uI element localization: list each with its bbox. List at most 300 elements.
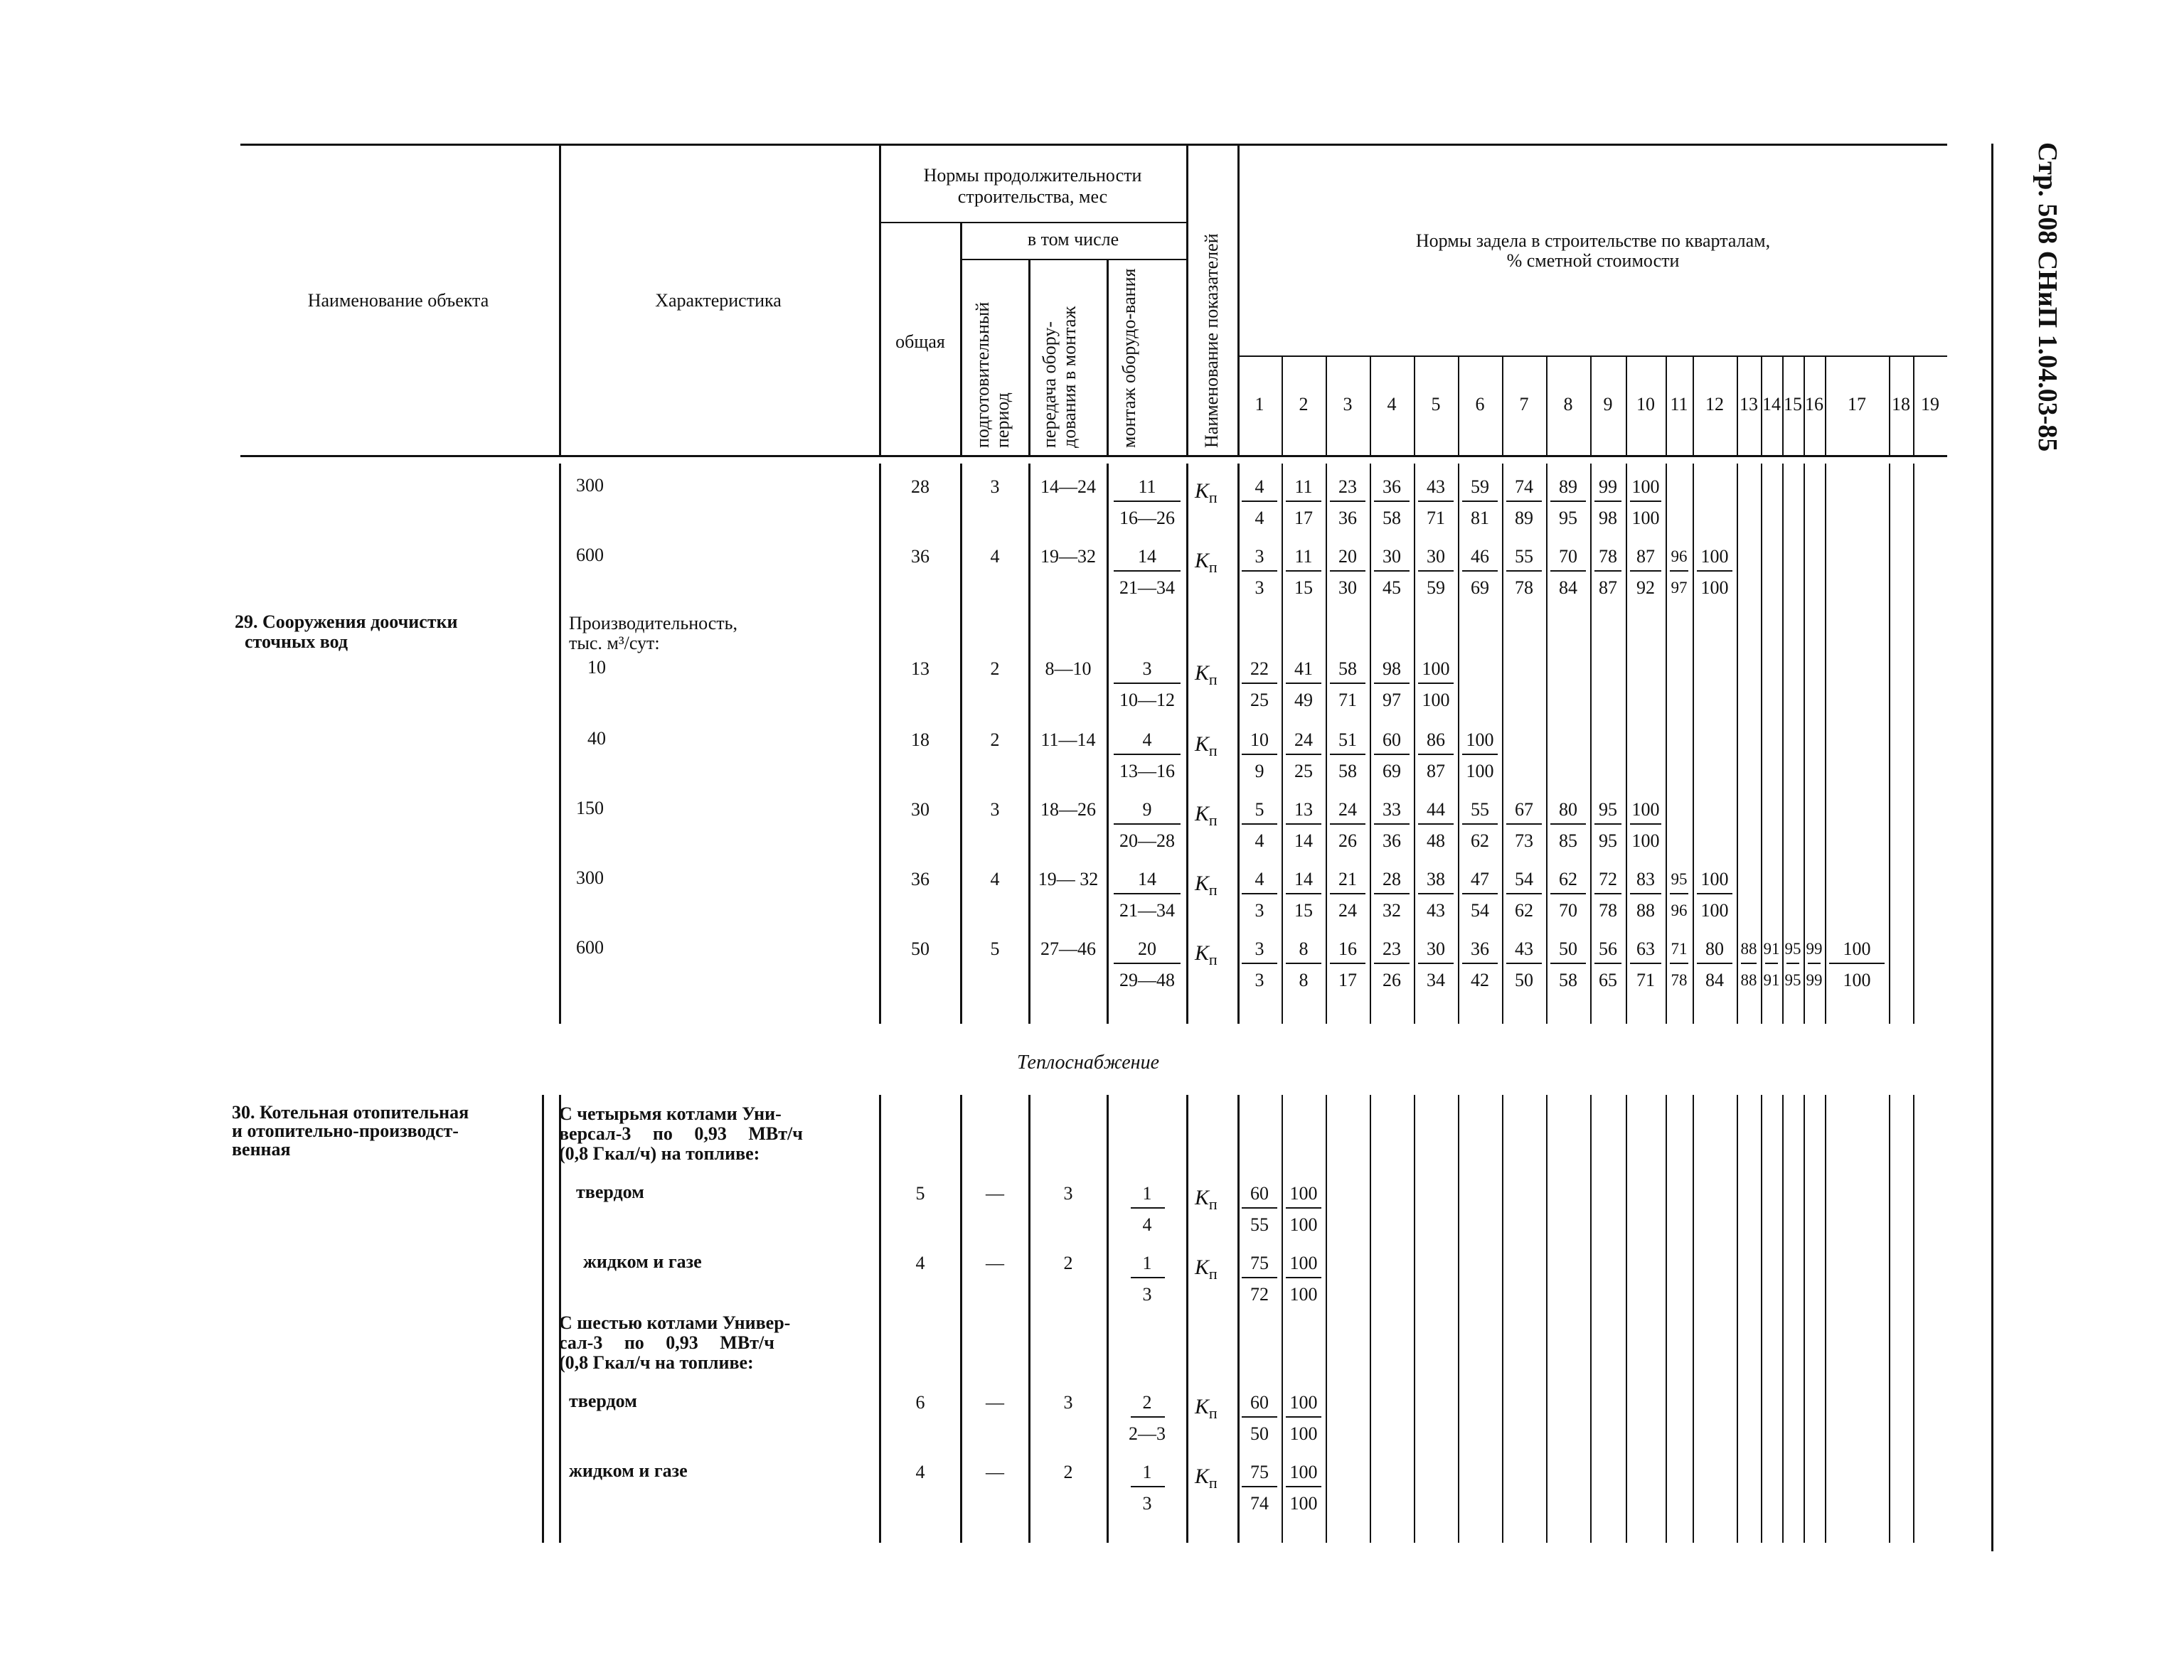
quarter-value-bottom: 95 [1559,508,1577,528]
body-vline [1028,1095,1030,1543]
quarter-header: 18 [1892,394,1910,414]
quarter-fraction-line [1630,823,1661,825]
row-install-bottom: 10—12 [1119,690,1175,710]
right-border [1991,144,1993,1551]
install-fraction-line [1114,963,1181,964]
quarter-fraction-line [1330,963,1365,964]
quarter-value-top: 83 [1636,869,1655,889]
quarter-fraction-line [1506,823,1542,825]
install-fraction-line [1114,570,1181,572]
quarter-value-bottom: 4 [1255,508,1264,528]
quarter-value-bottom: 58 [1383,508,1401,528]
quarter-value-top: 72 [1599,869,1617,889]
quarter-fraction-line [1594,501,1621,502]
kp-subscript: п [1208,1195,1218,1213]
quarter-value-bottom: 43 [1427,900,1445,921]
quarter-header: 4 [1387,394,1397,414]
quarter-value-top: 46 [1471,546,1489,567]
quarter-value-bottom: 100 [1843,970,1871,990]
quarter-value-top: 24 [1294,729,1313,750]
quarter-fraction-line [1630,570,1661,572]
install-fraction-line [1114,683,1181,684]
obj30-group2-1: С шестью котлами Универ- [559,1312,791,1333]
quarter-fraction-line [1242,570,1277,572]
quarter-fraction-line [1506,570,1542,572]
quarter-value-bottom: 97 [1671,579,1688,596]
header-transfer [1040,262,1080,448]
quarter-fraction-line [1286,570,1321,572]
kp-subscript: п [1208,951,1218,968]
quarter-value-top: 4 [1255,476,1264,497]
quarter-value-bottom: 17 [1338,970,1357,990]
kp-subscript: п [1208,881,1218,899]
row-transfer: 3 [1063,1392,1073,1413]
quarter-value-bottom: 78 [1671,971,1688,989]
row-install-top: 1 [1142,1253,1152,1273]
quarter-value-top: 95 [1599,799,1617,820]
row-prep: 4 [990,546,1000,567]
quarter-fraction-line [1786,963,1799,964]
header-indicators [1202,149,1222,448]
row-install-top: 14 [1138,869,1156,889]
duration-group-rule [879,222,1186,223]
quarter-value-top: 89 [1559,476,1577,497]
quarter-value-top: 43 [1427,476,1445,497]
quarter-value-top: 3 [1255,546,1264,567]
row-transfer: 2 [1063,1462,1073,1482]
row-install-top: 3 [1142,658,1152,679]
quarter-value-top: 13 [1294,799,1313,820]
quarter-value-top: 100 [1466,729,1494,750]
quarter-fraction-line [1286,823,1321,825]
install-fraction-line [1131,1416,1165,1418]
quarter-value-bottom: 65 [1599,970,1617,990]
quarter-value-top: 44 [1427,799,1445,820]
body-quarter-vline [1458,1095,1459,1543]
quarter-value-top: 20 [1338,546,1357,567]
body-quarter-vline [1761,1095,1762,1543]
quarter-value-top: 43 [1515,938,1533,959]
obj30-title-1: 30. Котельная отопительная [232,1102,469,1123]
kp-subscript: п [1208,742,1218,759]
body-vline [1186,1095,1188,1543]
row-total: 18 [911,729,929,750]
quarter-fraction-line [1330,570,1365,572]
quarter-fraction-line [1242,823,1277,825]
body-quarter-vline [1546,1095,1548,1543]
quarter-value-bottom: 45 [1383,577,1401,598]
row-characteristic: 150 [576,798,604,818]
install-fraction-line [1131,1207,1165,1209]
row-install-bottom: 29—48 [1119,970,1175,990]
body-quarter-vline [1414,1095,1415,1543]
row-characteristic: твердом [569,1391,637,1411]
kp-letter: К [1195,479,1209,503]
body-quarter-vline [1370,1095,1371,1543]
section-heat-supply: Теплоснабжение [1017,1052,1159,1074]
quarter-header: 12 [1705,394,1724,414]
body-quarter-vline [1913,1095,1914,1543]
quarter-fraction-line [1374,501,1410,502]
quarter-value-bottom: 99 [1806,971,1823,989]
body-vline [1107,464,1109,1024]
row-transfer: 3 [1063,1183,1073,1204]
install-fraction-line [1131,1486,1165,1487]
quarter-fraction-line [1418,501,1454,502]
quarter-fraction-line [1242,1486,1277,1487]
install-fraction-line [1114,754,1181,755]
quarter-fraction-line [1462,570,1498,572]
quarter-fraction-line [1506,501,1542,502]
kp-subscript: п [1208,670,1218,688]
quarter-fraction-line [1697,893,1732,894]
kp-letter: К [1195,872,1209,895]
obj30-title-3: венная [232,1139,291,1160]
quarter-fraction-line [1242,1207,1277,1209]
quarter-value-top: 87 [1636,546,1655,567]
body-vline [559,1095,561,1543]
quarter-value-bottom: 69 [1471,577,1489,598]
quarter-value-bottom: 100 [1289,1423,1318,1444]
quarter-fraction-line [1286,1486,1321,1487]
kp-letter: К [1195,732,1209,756]
row-transfer: 14—24 [1040,476,1096,497]
quarter-value-bottom: 95 [1599,830,1617,851]
row-characteristic: жидком и газе [583,1251,702,1272]
quarter-value-top: 23 [1383,938,1401,959]
zadel-group-rule [1237,355,1947,357]
install-fraction-line [1131,1277,1165,1278]
row-install-top: 20 [1138,938,1156,959]
quarter-value-bottom: 71 [1427,508,1445,528]
install-fraction-line [1114,823,1181,825]
row-prep: — [986,1392,1004,1413]
quarter-value-top: 100 [1700,869,1729,889]
row-install-top: 1 [1142,1183,1152,1204]
quarter-value-top: 41 [1294,658,1313,679]
quarter-value-top: 51 [1338,729,1357,750]
quarter-value-top: 95 [1784,940,1801,958]
body-quarter-vline [1913,464,1914,1024]
body-vline [1186,464,1188,1024]
quarter-value-bottom: 36 [1338,508,1357,528]
quarter-fraction-line [1418,570,1454,572]
quarter-value-bottom: 74 [1250,1493,1269,1514]
body-vline [879,464,881,1024]
quarter-value-top: 14 [1294,869,1313,889]
row-indicator-kp [1195,943,1218,970]
kp-subscript: п [1208,1404,1218,1422]
quarter-value-bottom: 15 [1294,577,1313,598]
quarter-fraction-line [1550,501,1586,502]
quarter-value-top: 71 [1671,940,1688,958]
row-transfer: 8—10 [1045,658,1092,679]
kp-subscript: п [1208,811,1218,829]
quarter-fraction-line [1670,893,1688,894]
obj30-group1-3: (0,8 Гкал/ч) на топливе: [559,1143,760,1164]
quarter-fraction-line [1462,963,1498,964]
row-total: 6 [915,1392,925,1413]
row-indicator-kp [1195,550,1218,578]
quarter-value-bottom: 71 [1636,970,1655,990]
body-quarter-vline [1693,1095,1694,1543]
quarter-value-top: 55 [1515,546,1533,567]
row-characteristic: 600 [576,545,604,565]
quarter-value-bottom: 42 [1471,970,1489,990]
row-transfer: 19— 32 [1038,869,1099,889]
quarter-value-bottom: 96 [1671,901,1688,919]
quarter-value-bottom: 62 [1471,830,1489,851]
body-vline [879,1095,881,1543]
quarter-value-top: 70 [1559,546,1577,567]
quarter-value-bottom: 9 [1255,761,1264,781]
quarter-header: 8 [1563,394,1573,414]
quarter-value-bottom: 62 [1515,900,1533,921]
quarter-value-top: 36 [1383,476,1401,497]
row-total: 28 [911,476,929,497]
quarter-value-bottom: 15 [1294,900,1313,921]
quarter-value-top: 38 [1427,869,1445,889]
hdr-vline [1186,144,1188,456]
quarter-fraction-line [1330,754,1365,755]
quarter-value-top: 55 [1471,799,1489,820]
quarter-fraction-line [1741,963,1757,964]
quarter-value-top: 80 [1705,938,1724,959]
quarter-value-bottom: 72 [1250,1284,1269,1305]
quarter-fraction-line [1670,963,1688,964]
row-characteristic: жидком и газе [569,1460,688,1481]
row-indicator-kp [1195,1466,1218,1494]
row-install-bottom: 13—16 [1119,761,1175,781]
quarter-value-bottom: 98 [1599,508,1617,528]
obj29-title-2: сточных вод [245,631,348,652]
quarter-fraction-line [1286,1416,1321,1418]
quarter-value-bottom: 89 [1515,508,1533,528]
quarter-value-bottom: 50 [1515,970,1533,990]
quarter-value-top: 56 [1599,938,1617,959]
body-quarter-vline [1804,1095,1805,1543]
quarter-fraction-line [1808,963,1821,964]
quarter-value-top: 23 [1338,476,1357,497]
quarter-fraction-line [1506,963,1542,964]
row-characteristic: 300 [576,475,604,496]
quarter-value-top: 47 [1471,869,1489,889]
hdr-vline [1107,259,1109,456]
including-rule [960,259,1186,260]
quarter-value-bottom: 48 [1427,830,1445,851]
row-indicator-kp [1195,1187,1218,1215]
obj30-group1-1: С четырьмя котлами Уни- [559,1103,782,1124]
quarter-value-top: 11 [1294,476,1313,497]
row-prep: — [986,1462,1004,1482]
install-fraction-line [1114,893,1181,894]
quarter-fraction-line [1418,963,1454,964]
kp-subscript: п [1208,1474,1218,1492]
header-install [1119,262,1139,448]
quarter-value-bottom: 25 [1250,690,1269,710]
row-total: 4 [915,1462,925,1482]
quarter-fraction-line [1242,501,1277,502]
quarter-header: 7 [1519,394,1529,414]
quarter-value-top: 21 [1338,869,1357,889]
row-total: 13 [911,658,929,679]
quarter-value-top: 100 [1289,1462,1318,1482]
row-prep: 4 [990,869,1000,889]
quarter-value-bottom: 84 [1705,970,1724,990]
kp-letter: К [1195,1186,1209,1209]
quarter-value-bottom: 71 [1338,690,1357,710]
quarter-fraction-line [1670,570,1688,572]
obj29-title-1: 29. Сооружения доочистки [235,611,458,632]
quarter-value-top: 36 [1471,938,1489,959]
quarter-value-top: 4 [1255,869,1264,889]
quarter-value-bottom: 25 [1294,761,1313,781]
quarter-value-top: 78 [1599,546,1617,567]
row-characteristic: 10 [587,657,606,678]
quarter-value-bottom: 3 [1255,577,1264,598]
body-quarter-vline [1737,1095,1738,1543]
quarter-fraction-line [1330,501,1365,502]
quarter-value-top: 22 [1250,658,1269,679]
quarter-value-top: 74 [1515,476,1533,497]
quarter-value-bottom: 100 [1289,1493,1318,1514]
quarter-value-top: 60 [1250,1392,1269,1413]
kp-letter: К [1195,1395,1209,1418]
quarter-value-top: 67 [1515,799,1533,820]
quarter-value-bottom: 100 [1466,761,1494,781]
row-total: 4 [915,1253,925,1273]
quarter-fraction-line [1242,683,1277,684]
row-install-bottom: 21—34 [1119,900,1175,921]
row-indicator-kp [1195,734,1218,761]
page-header: Стр. 508 СНиП 1.04.03-85 [2033,142,2062,452]
row-total: 50 [911,938,929,959]
quarter-value-bottom: 88 [1636,900,1655,921]
quarter-value-bottom: 85 [1559,830,1577,851]
quarter-value-top: 8 [1299,938,1309,959]
quarter-value-top: 99 [1806,940,1823,958]
row-total: 36 [911,869,929,889]
quarter-value-bottom: 36 [1383,830,1401,851]
quarter-fraction-line [1550,570,1586,572]
quarter-value-top: 100 [1422,658,1450,679]
quarter-value-top: 59 [1471,476,1489,497]
quarter-fraction-line [1630,963,1661,964]
quarter-value-top: 63 [1636,938,1655,959]
quarter-value-bottom: 73 [1515,830,1533,851]
body-quarter-vline [1825,1095,1826,1543]
quarter-header: 9 [1603,394,1613,414]
row-transfer: 27—46 [1040,938,1096,959]
row-prep: 3 [990,799,1000,820]
quarter-fraction-line [1242,1416,1277,1418]
row-transfer: 2 [1063,1253,1073,1273]
row-transfer: 18—26 [1040,799,1096,820]
quarter-value-bottom: 54 [1471,900,1489,921]
row-install-bottom: 3 [1142,1493,1152,1514]
row-install-top: 1 [1142,1462,1152,1482]
row-transfer: 11—14 [1040,729,1096,750]
quarter-value-top: 100 [1289,1392,1318,1413]
quarter-value-bottom: 100 [1700,577,1729,598]
quarter-value-top: 30 [1383,546,1401,567]
quarter-value-top: 30 [1427,546,1445,567]
row-indicator-kp [1195,1257,1218,1285]
quarter-value-top: 75 [1250,1253,1269,1273]
quarter-fraction-line [1330,683,1365,684]
row-install-top: 11 [1138,476,1156,497]
header-install-text: монтаж оборудо-вания [1119,268,1139,448]
quarter-value-bottom: 88 [1740,971,1757,989]
body-vline [1107,1095,1109,1543]
quarter-header: 13 [1740,394,1758,414]
quarter-value-top: 100 [1289,1183,1318,1204]
quarter-fraction-line [1286,893,1321,894]
quarter-value-bottom: 92 [1636,577,1655,598]
row-install-bottom: 21—34 [1119,577,1175,598]
row-transfer: 19—32 [1040,546,1096,567]
header-zadel-2: % сметной стоимости [1506,250,1680,271]
quarter-value-bottom: 100 [1631,508,1660,528]
kp-letter: К [1195,941,1209,965]
row-install-bottom: 16—26 [1119,508,1175,528]
quarter-fraction-line [1286,501,1321,502]
quarter-value-bottom: 100 [1289,1284,1318,1305]
quarter-value-top: 28 [1383,869,1401,889]
quarter-value-bottom: 55 [1250,1214,1269,1235]
kp-letter: К [1195,1256,1209,1279]
quarter-value-bottom: 30 [1338,577,1357,598]
quarter-value-top: 60 [1383,729,1401,750]
quarter-value-bottom: 50 [1250,1423,1269,1444]
quarter-value-bottom: 69 [1383,761,1401,781]
quarter-header: 14 [1762,394,1781,414]
quarter-header: 10 [1636,394,1655,414]
quarter-fraction-line [1374,570,1410,572]
row-characteristic: твердом [576,1182,644,1202]
quarter-fraction-line [1374,963,1410,964]
quarter-fraction-line [1829,963,1885,964]
header-prep-text: подготовительный период [972,301,1013,448]
quarter-header: 3 [1343,394,1353,414]
quarter-value-top: 5 [1255,799,1264,820]
quarter-header: 5 [1431,394,1441,414]
quarter-header: 19 [1921,394,1939,414]
obj30-group1-2: версал-3 по 0,93 МВт/ч [559,1123,803,1144]
quarter-value-bottom: 58 [1559,970,1577,990]
quarter-value-top: 100 [1843,938,1871,959]
obj29-char-1: Производительность, [569,613,738,633]
quarter-fraction-line [1286,1207,1321,1209]
quarter-value-bottom: 32 [1383,900,1401,921]
row-characteristic: 600 [576,937,604,958]
quarter-fraction-line [1286,1277,1321,1278]
row-prep: — [986,1253,1004,1273]
hdr-vline [960,222,962,456]
quarter-value-top: 50 [1559,938,1577,959]
quarter-value-top: 100 [1289,1253,1318,1273]
quarter-value-top: 100 [1631,799,1660,820]
quarter-value-top: 33 [1383,799,1401,820]
quarter-value-bottom: 58 [1338,761,1357,781]
row-indicator-kp [1195,803,1218,831]
quarter-value-bottom: 34 [1427,970,1445,990]
quarter-value-bottom: 49 [1294,690,1313,710]
quarter-value-bottom: 87 [1427,761,1445,781]
hdr-vline [1028,259,1030,456]
row-total: 5 [915,1183,925,1204]
row-install-top: 14 [1138,546,1156,567]
